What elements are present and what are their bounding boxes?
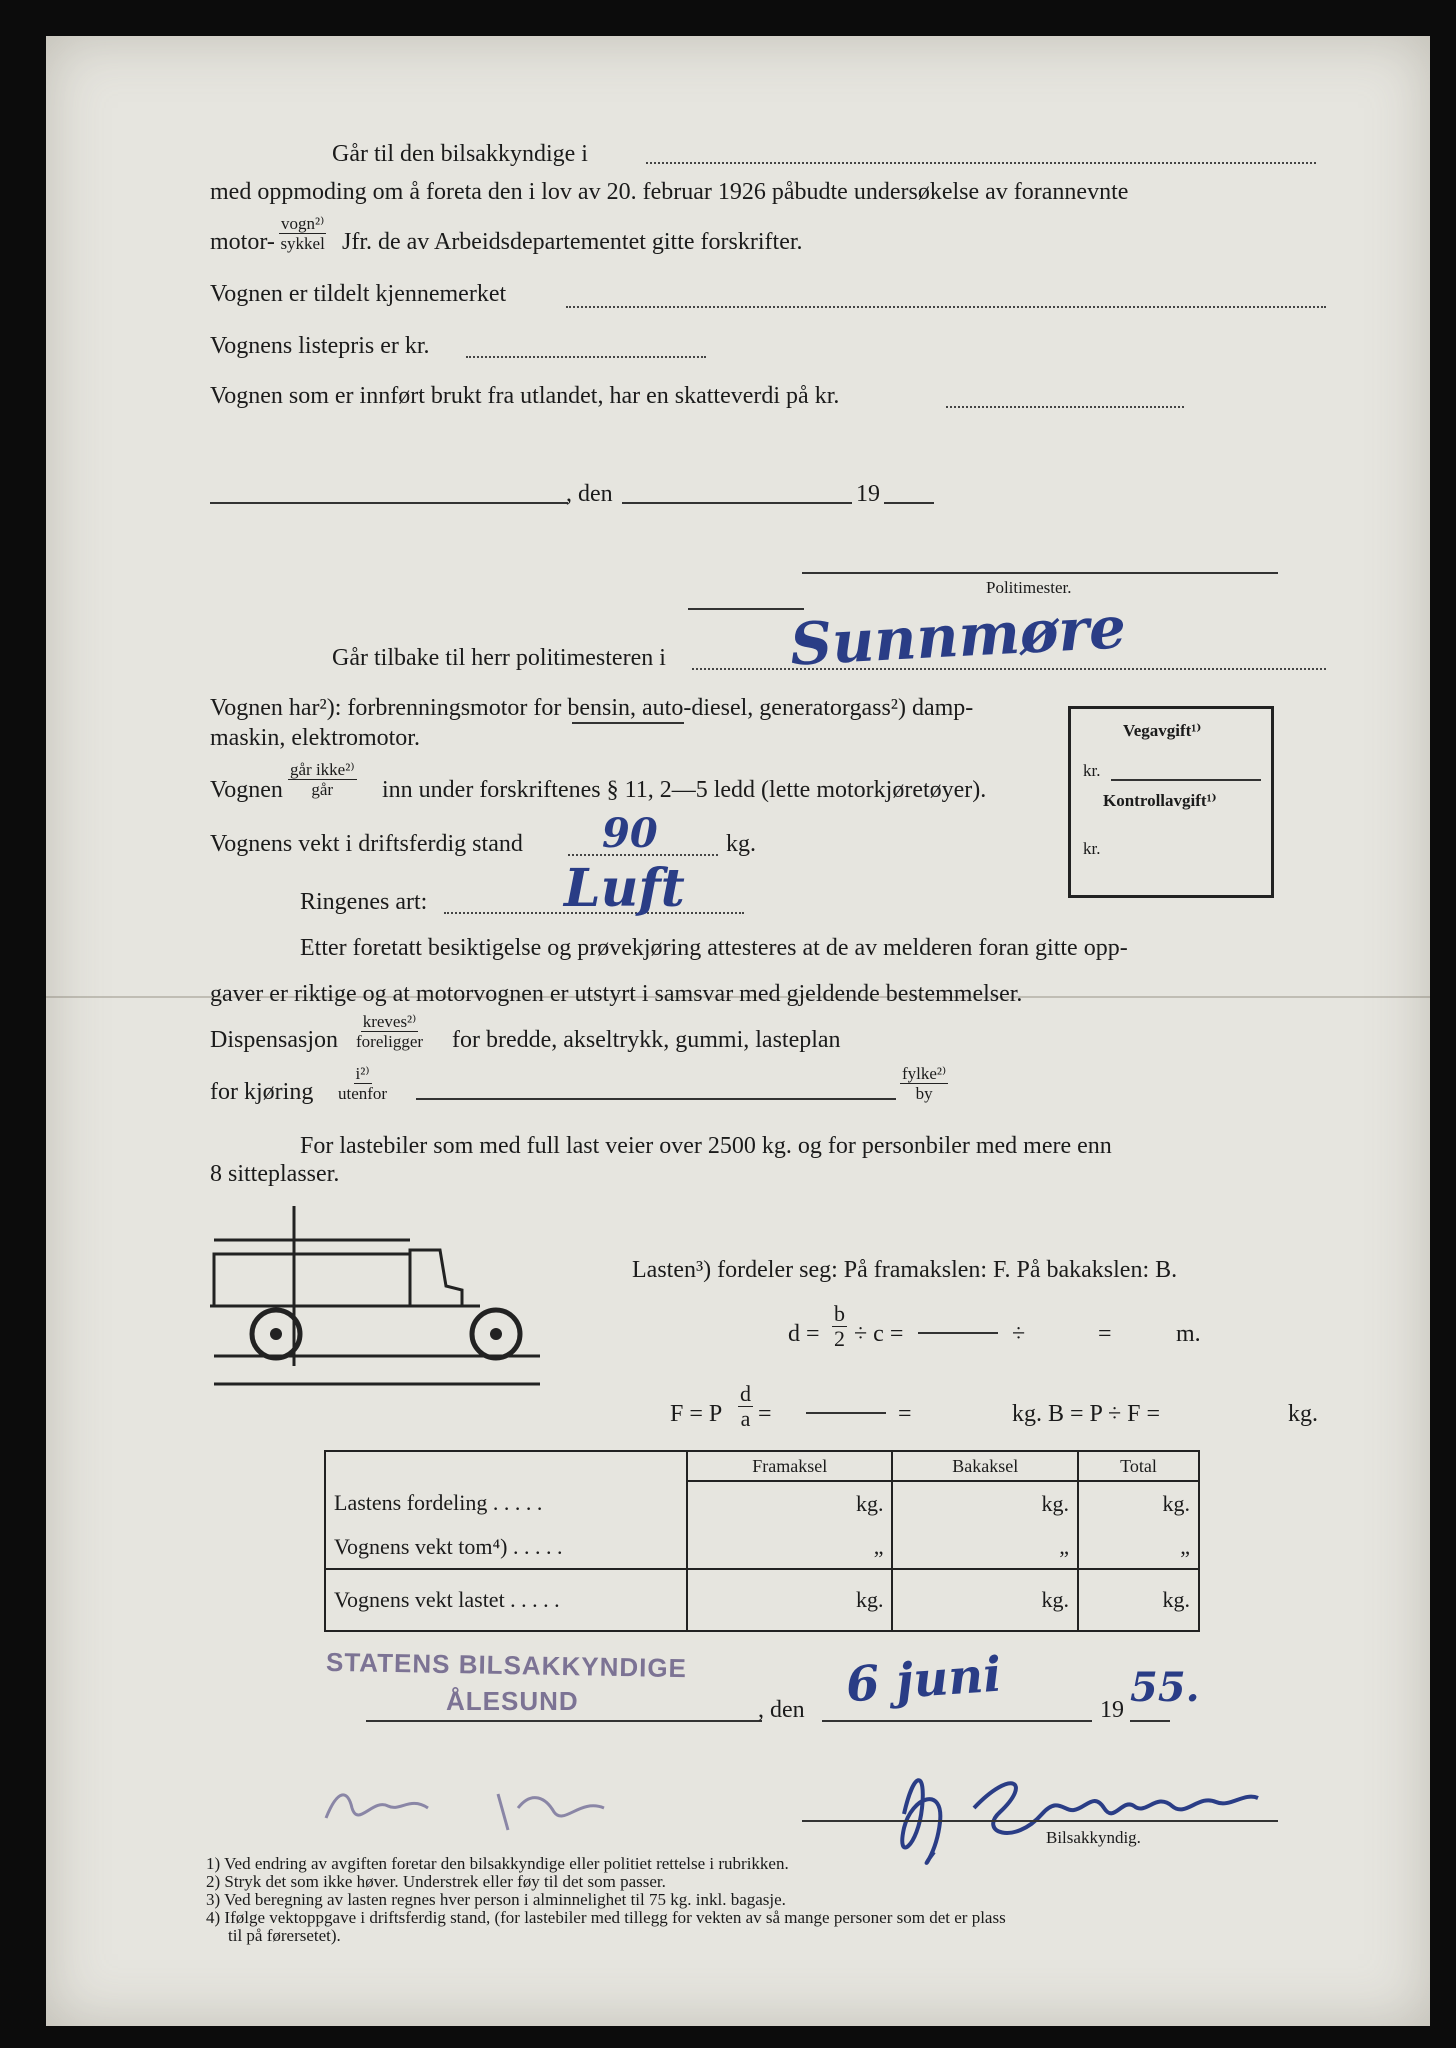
kjoring-num: i²⁾ [355,1064,370,1083]
formula-d-field-1[interactable] [918,1332,998,1334]
footnote-text: Stryk det som ikke høver. Understrek eller føy til det som passer. [224,1872,666,1891]
footnote-text: Ved beregning av lasten regnes hver person i alminnelighet til 75 kg. inkl. bagasje. [224,1890,786,1909]
politimester-place-field[interactable] [692,668,1326,670]
footnote-item [206,1890,786,1909]
place-field[interactable] [210,502,568,504]
lastebiler-line2: 8 sitteplasser. [210,1161,340,1187]
forskrift-text: inn under forskriftenes § 11, 2—5 ledd (lette motorkjøretøyer). [382,777,987,803]
vekt-label: Vognens vekt i driftsferdig stand [210,831,523,857]
formula-div: ÷ [1012,1321,1026,1347]
kjoring-fraction [338,1064,387,1103]
motor-den: sykkel [280,234,325,253]
table-row [325,1525,1199,1569]
handwritten-luft: Luft [564,858,685,919]
date-field[interactable] [622,502,852,504]
underline-for-bensin [572,722,684,724]
row-vekt-lastet: Vognens vekt lastet . . . . . [325,1569,687,1631]
sign-year-field[interactable] [1130,1720,1170,1722]
sign-year-prefix: 19 [1100,1697,1124,1723]
sign-den: , den [758,1697,805,1723]
fee-box [1068,706,1274,898]
formula-f-field[interactable] [806,1412,886,1414]
footnote-text: Ved endring av avgiften foretar den bilsakkyndige eller politiet rettelse i rubrikken. [224,1854,789,1873]
vegavgift-kr: kr. [1083,761,1101,780]
col-framaksel: Framaksel [687,1451,892,1481]
gar-den: går [311,780,334,799]
cell-lastens-total[interactable]: kg. [1078,1481,1199,1525]
footnote-text: til på førersetet). [228,1926,341,1945]
truck-diagram [210,1206,590,1396]
dispensasjon-label: Dispensasjon [210,1027,338,1053]
truck-bed [214,1254,410,1306]
handwritten-date: 6 juni [844,1646,1004,1714]
form-paper [46,36,1430,2026]
formula-d-post: ÷ c = [854,1321,904,1347]
footnote-mark: 3) [206,1890,221,1909]
cell-tom-total[interactable]: „ [1078,1525,1199,1569]
motor-type-line2: maskin, elektromotor. [210,725,420,751]
footnote-item [206,1908,1006,1927]
fylke-fraction [900,1064,948,1103]
gar-num: går ikke²⁾ [290,760,355,779]
disp-den: foreligger [356,1032,424,1051]
formula-m: m. [1176,1321,1201,1347]
stamp-line2: ÅLESUND [446,1686,579,1716]
formula-d-num: b [834,1301,845,1326]
sign-date-field[interactable] [822,1720,1092,1722]
listepris-label: Vognens listepris er kr. [210,333,430,359]
table-row [325,1569,1199,1631]
footnote-item [206,1854,789,1873]
cell-lastet-fram[interactable]: kg. [687,1569,892,1631]
politimester-signature-line[interactable] [802,572,1278,574]
bilsakkyndig-signature [882,1752,1272,1884]
gar-til-label: Går til den bilsakkyndige i [332,141,588,167]
formula-eq: = [1098,1321,1112,1347]
formula-d-den: 2 [834,1326,845,1351]
table-row [325,1481,1199,1525]
disp-fraction [356,1012,423,1051]
kjoring-den: utenfor [338,1084,388,1103]
motor-type-line1: Vognen har²): forbrenningsmotor for bensin, auto-diesel, generatorgass²) damp- [210,695,974,721]
formula-kg: kg. [1288,1401,1318,1427]
gar-tilbake-label: Går tilbake til herr politimesteren i [332,645,666,671]
bilsakkyndige-field[interactable] [646,162,1316,164]
kjoring-label: for kjøring [210,1079,314,1105]
formula-f-fraction [738,1382,753,1431]
load-distribution-table [324,1450,1200,1632]
handwritten-vekt: 90 [602,810,658,857]
skatteverdi-field[interactable] [946,406,1184,408]
formula-f-pre: F = P [670,1401,723,1427]
cell-tom-bak[interactable]: „ [892,1525,1078,1569]
cell-tom-fram[interactable]: „ [687,1525,892,1569]
ringenes-label: Ringenes art: [300,889,428,915]
fylke-den: by [915,1084,933,1103]
year-field[interactable] [884,502,934,504]
oppmoding-text: med oppmoding om å foreta den i lov av 20. februar 1926 påbudte undersøkelse av forannevnte [210,179,1129,205]
formula-f-num: d [740,1381,751,1406]
faint-signature-mark [318,1778,628,1838]
formula-b: kg. B = P ÷ F = [1012,1401,1161,1427]
vegavgift-label: Vegavgift¹⁾ [1123,721,1202,740]
listepris-field[interactable] [466,356,706,358]
motor-fraction [279,214,326,253]
lastebiler-line1: For lastebiler som med full last veier over 2500 kg. og for personbiler med mere enn [300,1133,1112,1159]
kjoring-field[interactable] [416,1098,896,1100]
forskrifter-text: Jfr. de av Arbeidsdepartementet gitte forskrifter. [342,229,803,255]
kjennemerke-field[interactable] [566,306,1326,308]
bilsakkyndig-signature-line[interactable] [802,1820,1278,1822]
formula-f-eq2: = [898,1401,912,1427]
vekt-unit: kg. [726,831,756,857]
dispensasjon-text: for bredde, akseltrykk, gummi, lasteplan [452,1027,841,1053]
attest-line2: gaver er riktige og at motorvognen er utstyrt i samsvar med gjeldende bestemmelser. [210,981,1023,1007]
disp-num: kreves²⁾ [362,1012,417,1031]
handwritten-sunnmore: Sunnmøre [788,593,1128,679]
gar-fraction [288,760,357,799]
motor-prefix: motor- [210,229,275,255]
skatteverdi-label: Vognen som er innført brukt fra utlandet, har en skatteverdi på kr. [210,383,840,409]
truck-wheel-rear [472,1310,520,1358]
lasten-label: Lasten³) fordeler seg: På framakslen: F. På bakakslen: B. [632,1257,1178,1283]
footnote-text: Ifølge vektoppgave i driftsferdig stand, (for lastebiler med tillegg for vekten av så mange personer som det er plass [224,1908,1006,1927]
formula-d-fraction [832,1302,847,1351]
cell-lastet-bak[interactable]: kg. [892,1569,1078,1631]
date-19: 19 [856,481,880,507]
kjennemerke-label: Vognen er tildelt kjennemerket [210,281,507,307]
cell-lastens-bak[interactable]: kg. [892,1481,1078,1525]
row-lastens-fordeling: Lastens fordeling . . . . . [325,1481,687,1525]
formula-f-eq: = [758,1401,772,1427]
kontrollavgift-kr: kr. [1083,839,1101,858]
footnote-item [228,1926,341,1945]
date-den: , den [566,481,613,507]
vognen-label: Vognen [210,777,283,803]
politimester-label: Politimester. [986,578,1072,597]
formula-f-den: a [740,1406,751,1431]
motor-num: vogn²⁾ [281,214,325,233]
footnote-mark: 2) [206,1872,221,1891]
stamp-line1: STATENS BILSAKKYNDIGE [325,1646,688,1684]
vegavgift-field[interactable] [1111,779,1261,781]
section-divider [688,608,804,610]
formula-d-pre: d = [788,1321,820,1347]
footnote-item [206,1872,666,1891]
handwritten-year: 55. [1130,1664,1200,1711]
footnote-mark: 1) [206,1854,221,1873]
row-vekt-tom: Vognens vekt tom⁴) . . . . . [325,1525,687,1569]
col-total: Total [1078,1451,1199,1481]
col-bakaksel: Bakaksel [892,1451,1078,1481]
cell-lastens-fram[interactable]: kg. [687,1481,892,1525]
table-header-row [325,1451,1199,1481]
footnote-mark: 4) [206,1908,221,1927]
truck-cab [410,1250,462,1306]
sign-place-field[interactable] [366,1720,762,1722]
kontrollavgift-label: Kontrollavgift¹⁾ [1103,791,1217,810]
attest-line1: Etter foretatt besiktigelse og prøvekjøring attesteres at de av melderen foran gitte opp- [300,935,1128,961]
cell-lastet-total[interactable]: kg. [1078,1569,1199,1631]
fylke-num: fylke²⁾ [902,1064,947,1083]
bilsakkyndig-label: Bilsakkyndig. [1046,1828,1141,1847]
